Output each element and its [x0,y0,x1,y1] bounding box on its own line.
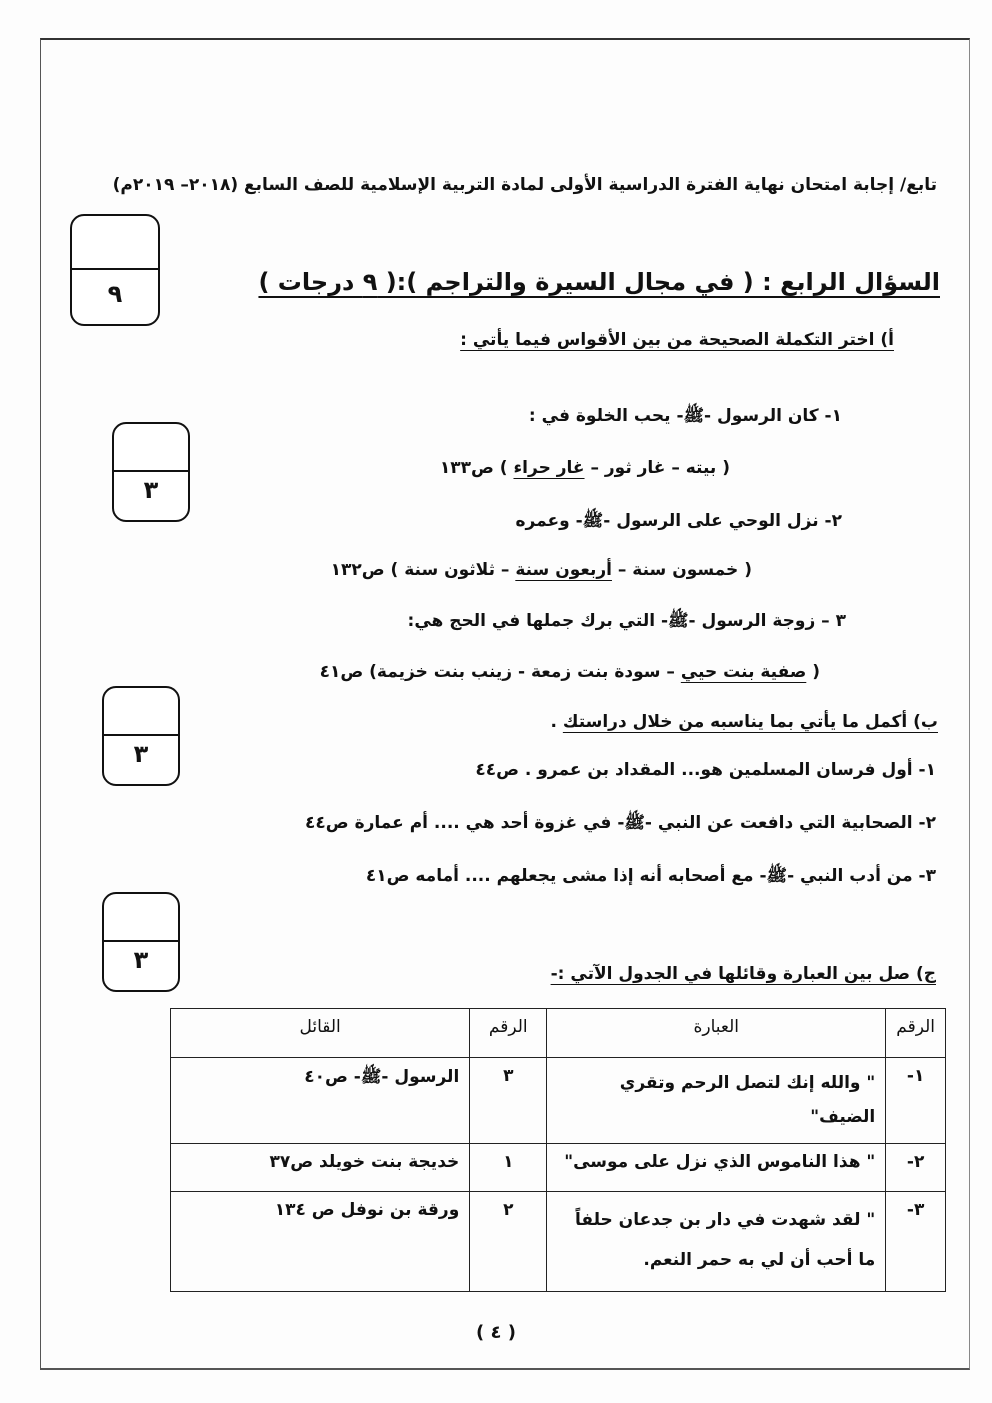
total-score-box [70,214,160,326]
section-a-title: أ) اختر التكملة الصحيحة من بين الأقواس فيما يأتي : [460,330,894,350]
section-c-score-box [102,892,180,992]
total-score-value: ٩ [107,280,123,308]
section-b-item-3: ٣- من أدب النبي -ﷺ- مع أصحابه أنه إذا مشى يجعلهم .... أمامه ص٤١ [365,866,936,886]
section-b-title: ب) أكمل ما يأتي بما يناسبه من خلال دراستك [562,712,938,732]
row-num2: ٣ [470,1058,547,1144]
table-row [171,1058,946,1144]
table-row [171,1144,946,1192]
row-num2: ١ [470,1144,547,1192]
section-c-title: ج) صل بين العبارة وقائلها في الجدول الآتي :- [550,964,936,984]
row-phrase: " والله إنك لتصل الرحم وتقري الضيف" [547,1058,886,1144]
section-b-item-1: ١- أول فرسان المسلمين هو... المقداد بن عمرو . ص٤٤ [475,760,936,780]
row-speaker: خديجة بنت خويلد ص٣٧ [171,1144,470,1192]
section-a-options-1 [440,458,730,478]
options-close: – سودة بنت زمعة - زينب بنت خزيمة) ص٤١ [319,662,681,682]
section-a-question-3: ٣ – زوجة الرسول -ﷺ- التي برك جملها في الحج هي: [407,611,846,631]
section-b-score-value: ٣ [133,740,149,768]
section-b-title-line [550,712,938,732]
correct-answer: غار حراء [513,458,585,478]
table-row [171,1192,946,1292]
row-phrase: " هذا الناموس الذي نزل على موسى" [547,1144,886,1192]
header-num2: الرقم [470,1009,547,1058]
section-a-score-value: ٣ [143,476,159,504]
options-close: – ثلاثون سنة ) ص١٣٢ [330,560,516,580]
correct-answer: صفية بنت حيي [680,662,807,682]
table-header-row [171,1009,946,1058]
section-a-question-2: ٢- نزل الوحي على الرسول -ﷺ- وعمره [515,511,842,531]
section-a-score-box [112,422,190,522]
options-open: ( خمسون سنة – [611,560,752,580]
options-open: ( [806,662,820,682]
section-a-question-1: ١- كان الرسول -ﷺ- يحب الخلوة في : [528,406,842,426]
row-phrase: " لقد شهدت في دار بن جدعان حلفاً ما أحب أن لي به حمر النعم. [547,1192,886,1292]
section-a-options-3 [320,662,820,682]
section-a-options-2 [331,560,752,580]
section-c-score-value: ٣ [133,946,149,974]
row-speaker: الرسول -ﷺ- ص٤٠ [171,1058,470,1144]
question-title: السؤال الرابع : ( في مجال السيرة والتراجم ):( ٩ درجات ) [258,268,940,296]
options-open: ( بيته – غار ثور – [584,458,730,478]
row-speaker: ورقة بن نوفل ص ١٣٤ [171,1192,470,1292]
header-num: الرقم [886,1009,946,1058]
row-num: ٢- [886,1144,946,1192]
row-num: ٣- [886,1192,946,1292]
page-number: ( ٤ ) [476,1322,516,1343]
header-phrase: العبارة [547,1009,886,1058]
row-num: ١- [886,1058,946,1144]
matching-table [170,1008,946,1292]
section-b-score-box [102,686,180,786]
section-b-title-dot: . [550,712,563,732]
correct-answer: أربعون سنة [515,560,612,580]
options-close: ) ص١٣٣ [439,458,514,478]
section-b-item-2: ٢- الصحابية التي دافعت عن النبي -ﷺ- في غزوة أحد هي .... أم عمارة ص٤٤ [305,813,936,833]
row-num2: ٢ [470,1192,547,1292]
exam-header: تابع/ إجابة امتحان نهاية الفترة الدراسية الأولى لمادة التربية الإسلامية للصف السابع (٢٠١٨– ٢٠١٩م) [112,175,937,195]
header-speaker: القائل [171,1009,470,1058]
